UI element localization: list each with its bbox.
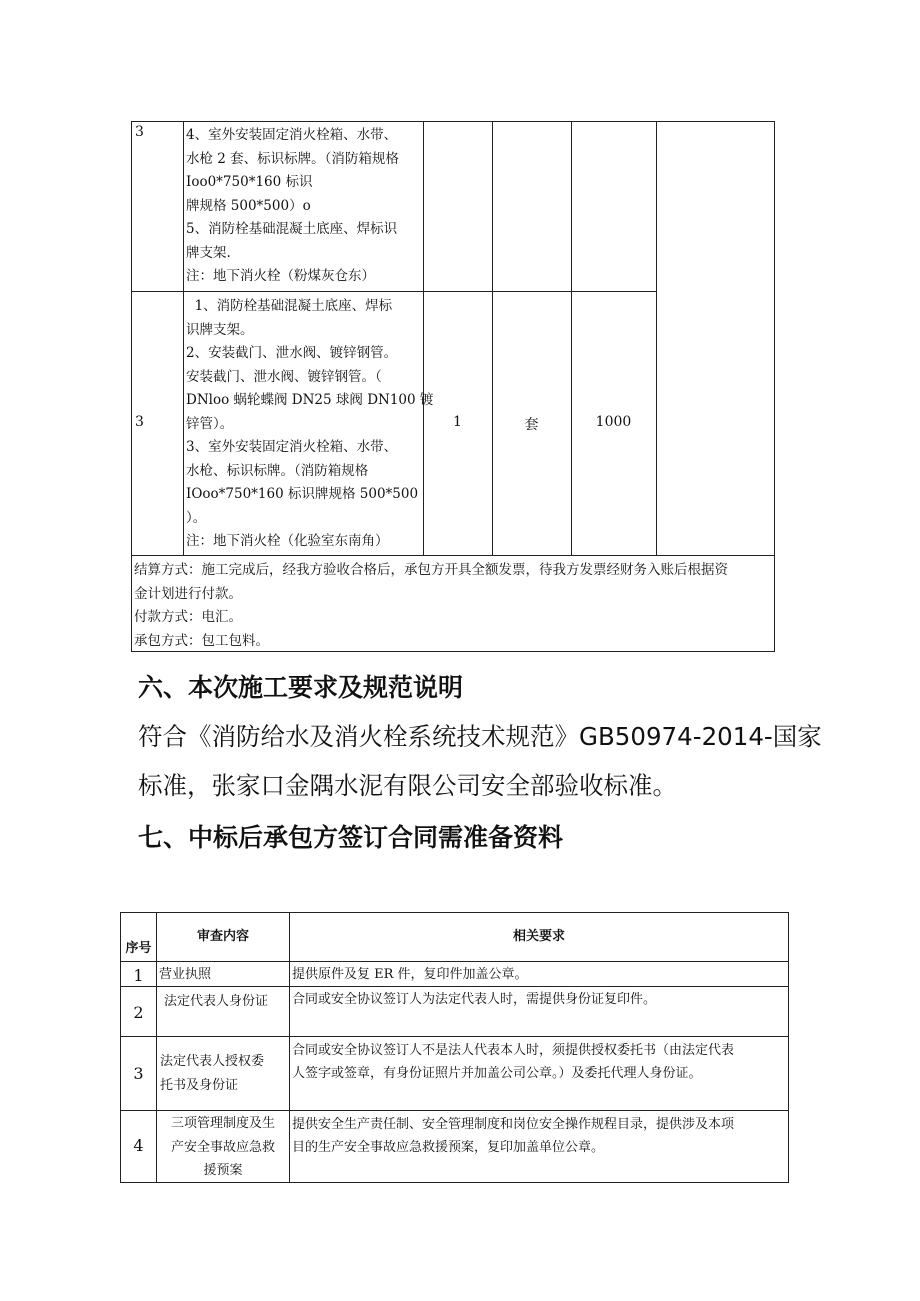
section6-line1: 符合《消防给水及消火栓系统技术规范》GB50974-2014-国家 <box>138 722 822 751</box>
table-row-4-no: 4 <box>133 1136 144 1155</box>
header-req: 相关要求 <box>512 929 565 944</box>
table-row-3-no: 3 <box>133 1064 144 1083</box>
table-row-1-no: 1 <box>133 966 144 985</box>
section6-line2: 标准，张家口金隅水泥有限公司安全部验收标准。 <box>138 771 677 800</box>
row-a-content: 4、室外安装固定消火栓箱、水带、 水枪 2 套、标识标牌。（消防箱规格 Ioo0*750*160 标识 牌规格 500*500）o 5、消防栓基础混凝土底座、焊标识 牌支架. 注：地下消火栓（粉煤灰仓东） <box>186 127 399 284</box>
row-b-quantity: 1 <box>453 414 462 430</box>
header-no: 序号 <box>125 941 152 956</box>
row-a-index: 3 <box>135 124 144 140</box>
table-row-2-no: 2 <box>133 1003 144 1022</box>
table-row-1-req: 提供原件及复 ER 件，复印件加盖公章。 <box>292 967 528 982</box>
row-b-content: 1、消防栓基础混凝土底座、焊标 识牌支架。 2、安装截门、泄水阀、镀锌钢管。 安装截门、泄水阀、镀锌钢管。（ DNloo 蜗轮蝶阀 DN25 球阀 DN100 镀 锌管）。 3、室外安装固定消火栓箱、水带、 水枪、标识标牌。（消防箱规格 IOoo*750*160 标识牌规格 500*500 ）。 注：地下消火栓（化验室东南角） <box>186 298 434 549</box>
payment-terms: 结算方式：施工完成后，经我方验收合格后，承包方开具全额发票，待我方发票经财务入账后根据资 金计划进行付款。 付款方式：电汇。 承包方式：包工包料。 <box>134 562 728 649</box>
row-b-index: 3 <box>135 414 144 430</box>
section6-heading: 六、本次施工要求及规范说明 <box>138 673 464 702</box>
table-row-4-item: 三项管理制度及生 产安全事故应急救 援预案 <box>170 1116 275 1178</box>
table-row-4-req: 提供安全生产责任制、安全管理制度和岗位安全操作规程目录，提供涉及本项 目的生产安全事故应急救援预案，复印加盖单位公章。 <box>292 1117 735 1155</box>
table-row-1-item: 营业执照 <box>159 967 212 982</box>
section7-heading: 七、中标后承包方签订合同需准备资料 <box>138 823 564 852</box>
table-row-2-req: 合同或安全协议签订人为法定代表人时，需提供身份证复印件。 <box>292 992 657 1007</box>
header-item: 审查内容 <box>196 929 249 944</box>
table-row-3-item: 法定代表人授权委 托书及身份证 <box>160 1054 265 1093</box>
table-row-3-req: 合同或安全协议签订人不是法人代表本人时，须提供授权委托书（由法定代表 人签字或签章，有身份证照片并加盖公司公章。）及委托代理人身份证。 <box>292 1043 735 1081</box>
table-row-2-item: 法定代表人身份证 <box>164 994 269 1009</box>
row-b-price: 1000 <box>595 414 632 430</box>
row-b-unit: 套 <box>524 417 539 433</box>
